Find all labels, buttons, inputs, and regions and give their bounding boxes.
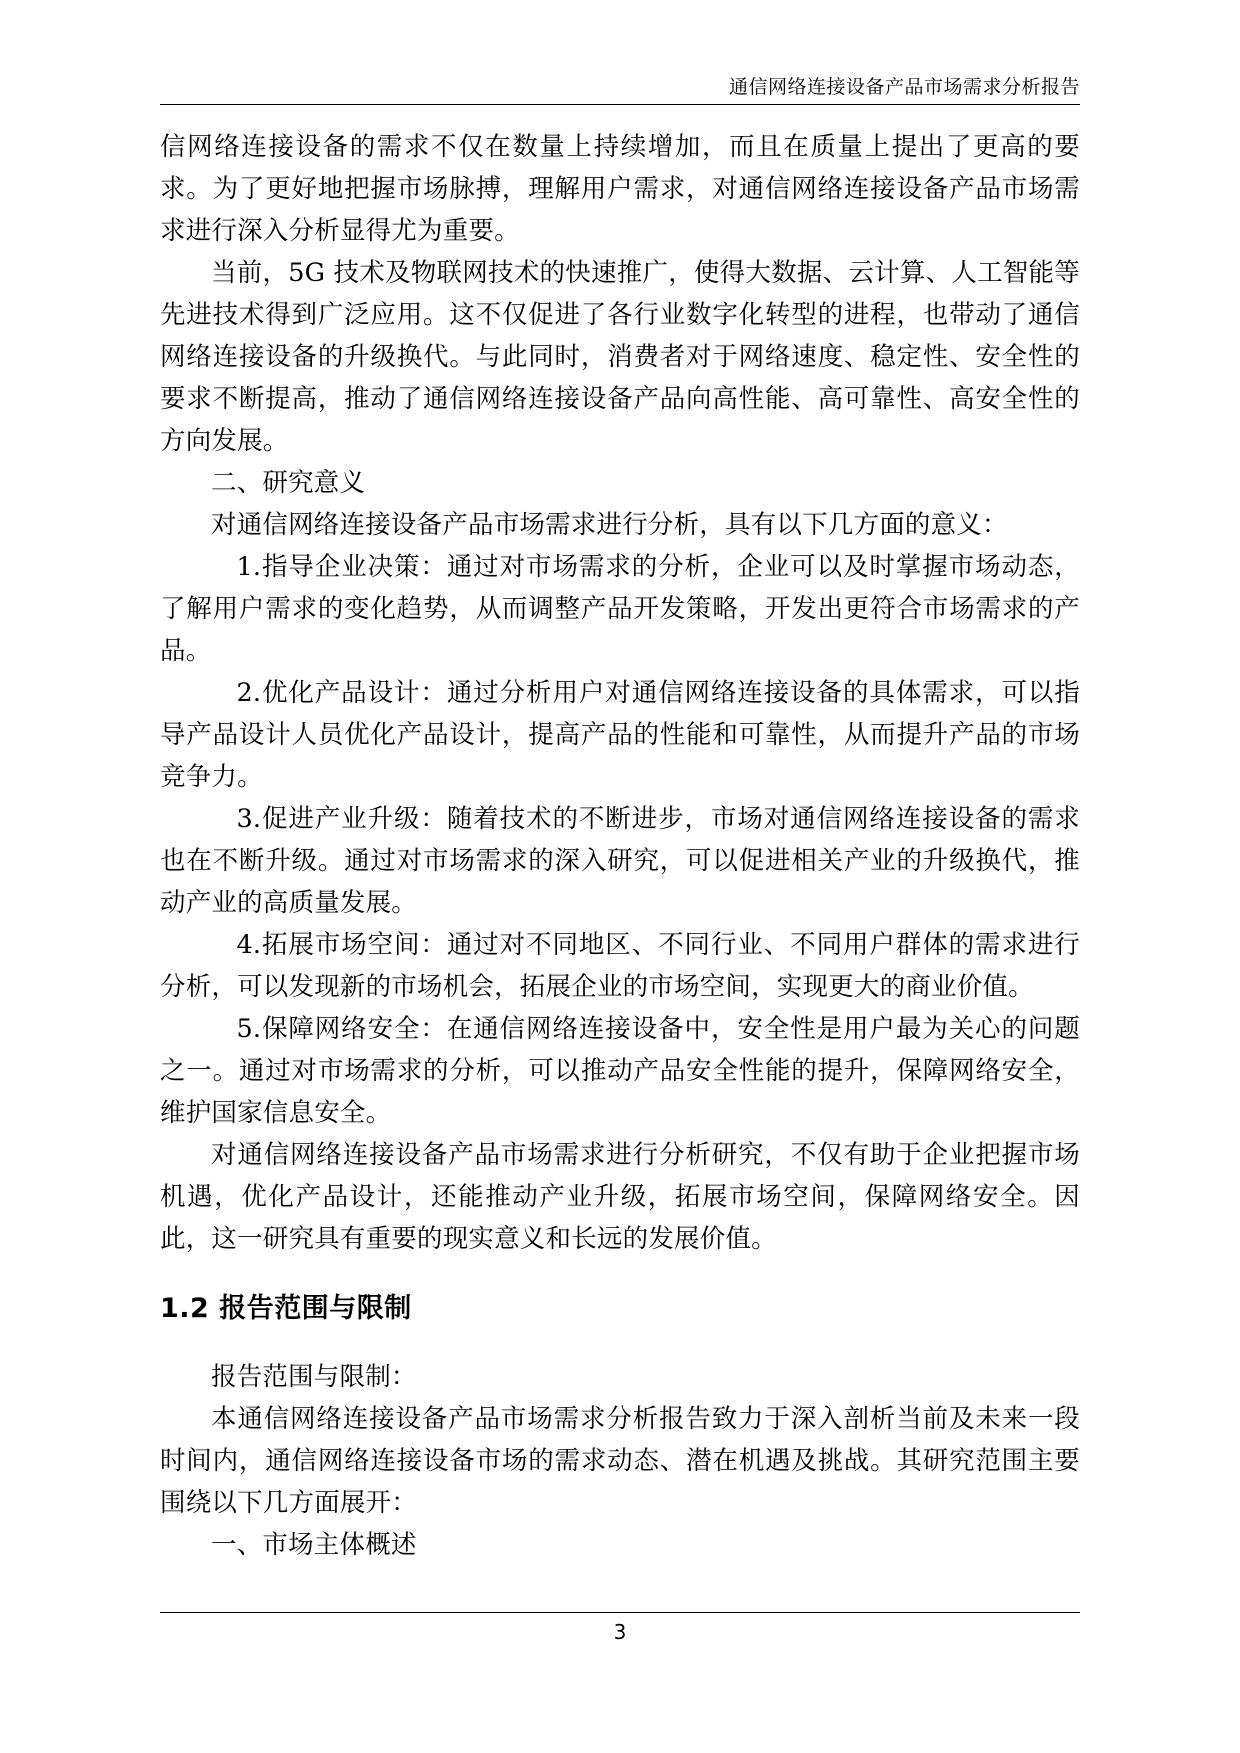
list-item-1: 1.指导企业决策：通过对市场需求的分析，企业可以及时掌握市场动态，了解用户需求的变化趋势，从而调整产品开发策略，开发出更符合市场需求的产品。: [160, 552, 1080, 666]
paragraph-continuation: 信网络连接设备的需求不仅在数量上持续增加，而且在质量上提出了更高的要求。为了更好地把握市场脉搏，理解用户需求，对通信网络连接设备产品市场需求进行深入分析显得尤为重要。: [160, 132, 1080, 246]
subheading-research-significance: 二、研究意义: [211, 468, 366, 498]
header-divider: [160, 104, 1080, 105]
list-item-3: 3.促进产业升级：随着技术的不断进步，市场对通信网络连接设备的需求也在不断升级。通过对市场需求的深入研究，可以促进相关产业的升级换代，推动产业的高质量发展。: [160, 804, 1080, 918]
paragraph-scope-body: 本通信网络连接设备产品市场需求分析报告致力于深入剖析当前及未来一段时间内，通信网络连接设备市场的需求动态、潜在机遇及挑战。其研究范围主要围绕以下几方面展开：: [160, 1404, 1080, 1518]
page-content: [160, 126, 1080, 1566]
footer-divider: [160, 1612, 1080, 1613]
page-number: 3: [613, 1620, 627, 1644]
subheading-market-overview: 一、市场主体概述: [211, 1530, 417, 1560]
paragraph-background: 当前，5G 技术及物联网技术的快速推广，使得大数据、云计算、人工智能等先进技术得到广泛应用。这不仅促进了各行业数字化转型的进程，也带动了通信网络连接设备的升级换代。与此同时，消费者对于网络速度、稳定性、安全性的要求不断提高，推动了通信网络连接设备产品向高性能、高可靠性、高安全性的方向发展。: [160, 258, 1080, 456]
running-header: 通信网络连接设备产品市场需求分析报告: [728, 76, 1080, 98]
list-item-5: 5.保障网络安全：在通信网络连接设备中，安全性是用户最为关心的问题之一。通过对市场需求的分析，可以推动产品安全性能的提升，保障网络安全，维护国家信息安全。: [160, 1014, 1080, 1128]
paragraph-significance-intro: 对通信网络连接设备产品市场需求进行分析，具有以下几方面的意义：: [211, 510, 1008, 540]
heading-spacer-bottom: [160, 1332, 1080, 1356]
heading-spacer-top: [160, 1260, 1080, 1286]
list-item-2: 2.优化产品设计：通过分析用户对通信网络连接设备的具体需求，可以指导产品设计人员优化产品设计，提高产品的性能和可靠性，从而提升产品的市场竞争力。: [160, 678, 1080, 792]
section-heading-1-2: 1.2 报告范围与限制: [160, 1293, 412, 1324]
paragraph-scope-label: 报告范围与限制：: [211, 1362, 417, 1392]
list-item-4: 4.拓展市场空间：通过对不同地区、不同行业、不同用户群体的需求进行分析，可以发现新的市场机会，拓展企业的市场空间，实现更大的商业价值。: [160, 930, 1080, 1002]
paragraph-significance-summary: 对通信网络连接设备产品市场需求进行分析研究，不仅有助于企业把握市场机遇，优化产品设计，还能推动产业升级，拓展市场空间，保障网络安全。因此，这一研究具有重要的现实意义和长远的发展价值。: [160, 1140, 1080, 1254]
